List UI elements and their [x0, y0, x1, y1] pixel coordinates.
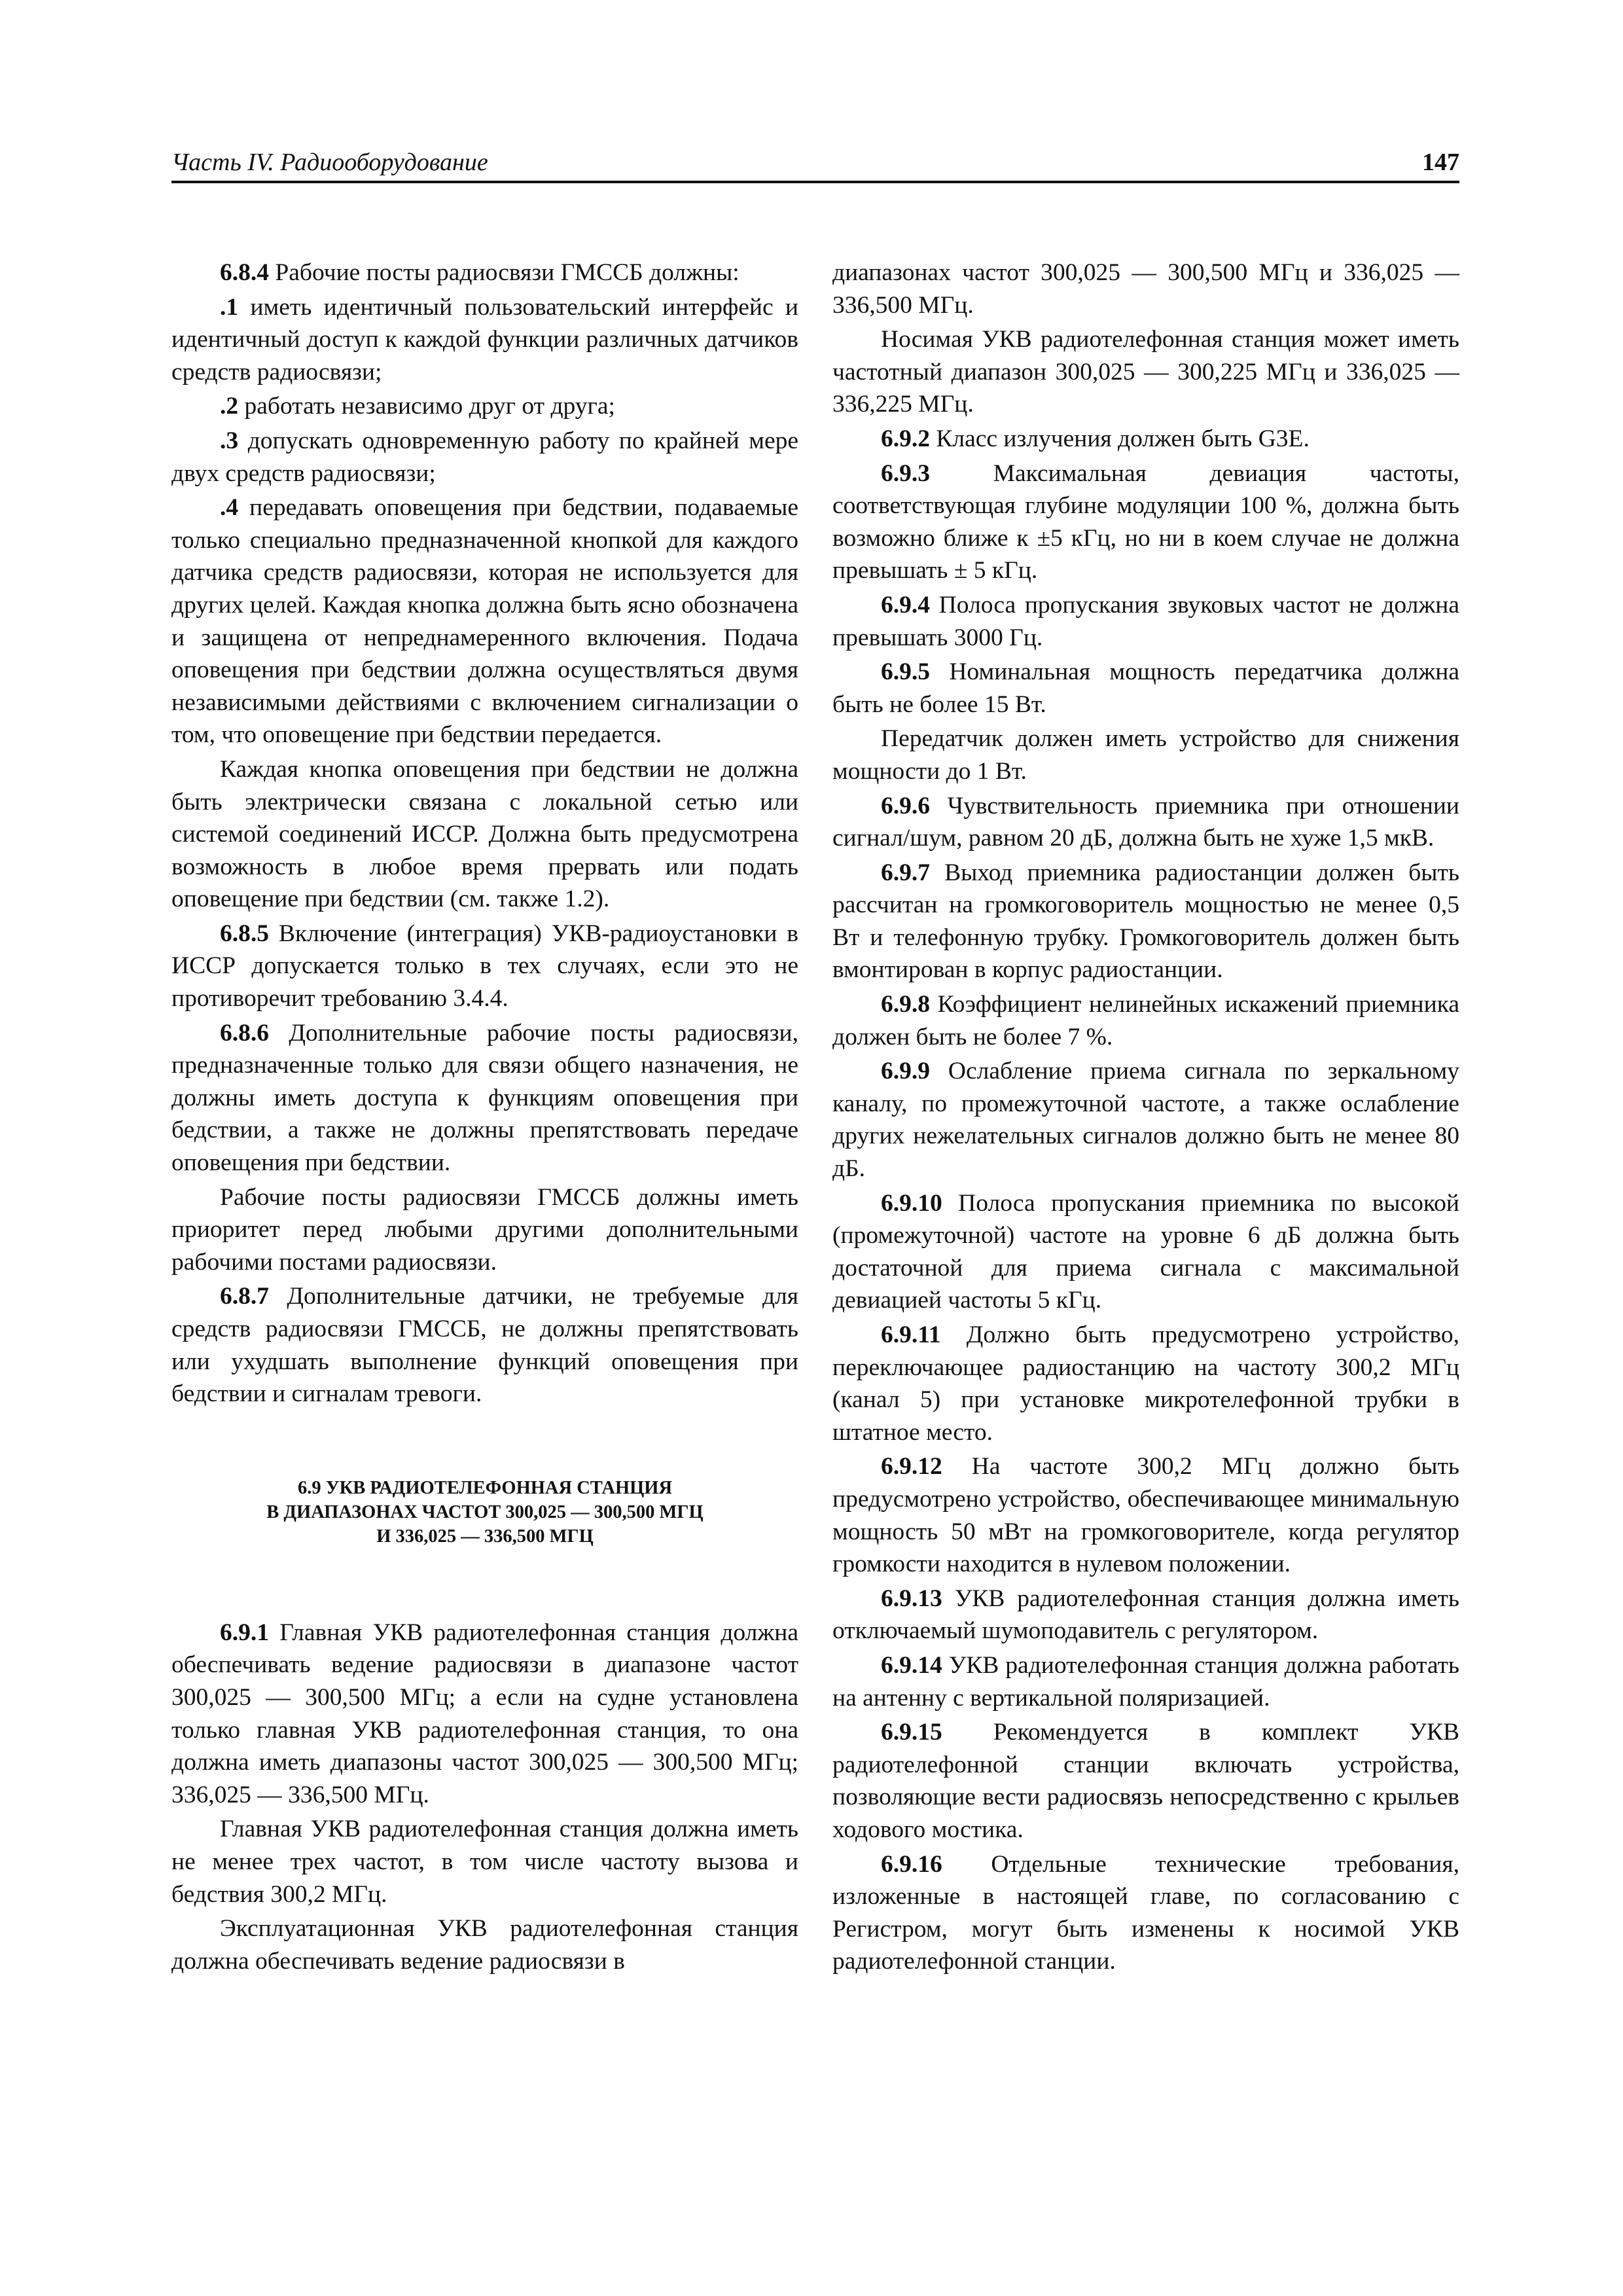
paragraph-6-8-6 [171, 1017, 798, 1179]
paragraph-6-8-5 [171, 918, 798, 1015]
clause-number: 6.8.4 [220, 259, 269, 286]
clause-number: 6.9.6 [881, 792, 930, 819]
paragraph: Главная УКВ радиотелефонная станция должна иметь не менее трех частот, в том числе частоту вызова и бедствия 300,2 МГц. [171, 1816, 798, 1908]
paragraph-text: Отдельные технические требования, изложенные в настоящей главе, по согласованию с Регистром, могут быть изменены к носимой УКВ радиотелефонной станции. [832, 1850, 1459, 1975]
header-title: Часть IV. Радиооборудование [171, 149, 488, 176]
paragraph-text: Должно быть предусмотрено устройство, переключающее радиостанцию на частоту 300,2 МГц (канал 5) при установке микротелефонной трубки в штатное место. [832, 1321, 1459, 1446]
clause-number: 6.9.16 [881, 1850, 942, 1878]
paragraph-text: УКВ радиотелефонная станция должна иметь отключаемый шумоподавитель с регулятором. [832, 1585, 1459, 1645]
running-header [171, 145, 1459, 183]
paragraph-text: Класс излучения должен быть G3E. [930, 425, 1310, 452]
clause-number: 6.9.1 [220, 1619, 269, 1646]
clause-number: 6.8.5 [220, 920, 269, 947]
item-number: .3 [220, 427, 239, 454]
list-item-3 [171, 425, 798, 490]
paragraph-text: УКВ радиотелефонная станция должна работать на антенну с вертикальной поляризацией. [832, 1651, 1459, 1712]
item-number: .2 [220, 393, 239, 420]
page-number: 147 [1422, 149, 1459, 176]
paragraph-6-9-10 [832, 1187, 1459, 1317]
paragraph-6-9-12 [832, 1450, 1459, 1580]
paragraph-text: Полоса пропускания приемника по высокой (промежуточной) частоте на уровне 6 дБ должна быть достаточной для приема сигнала с максимальной девиацией частоты 5 кГц. [832, 1189, 1459, 1314]
paragraph-6-9-7 [832, 857, 1459, 986]
paragraph: Эксплуатационная УКВ радиотелефонная станция должна обеспечивать ведение радиосвязи в [171, 1915, 798, 1975]
paragraph-6-9-2 [832, 423, 1459, 456]
clause-number: 6.9.11 [881, 1321, 941, 1348]
paragraph-text: Коэффициент нелинейных искажений приемника должен быть не более 7 %. [832, 991, 1459, 1050]
paragraph-text: На частоте 300,2 МГц должно быть предусмотрено устройство, обеспечивающее минимальную мощность 50 мВт на громкоговорителе, когда регулятор громкости находится в нулевом положении. [832, 1453, 1459, 1578]
paragraph-text: Главная УКВ радиотелефонная станция должна обеспечивать ведение радиосвязи в диапазоне частот 300,025 — 300,500 МГц; а если на судне установлена только главная УКВ радиотелефонная станция, то она должна иметь диапазоны частот 300,025 — 300,500 МГц; 336,025 — 336,500 МГц. [171, 1619, 798, 1808]
clause-number: 6.9.4 [881, 591, 930, 619]
paragraph: Рабочие посты радиосвязи ГМССБ должны иметь приоритет перед любыми другими дополнительными рабочими постами радиосвязи. [171, 1183, 798, 1276]
paragraph-6-9-3 [832, 457, 1459, 587]
paragraph: Носимая УКВ радиотелефонная станция может иметь частотный диапазон 300,025 — 300,225 МГц и 336,025 — 336,225 МГц. [832, 326, 1459, 418]
list-item-4 [171, 492, 798, 751]
paragraph-6-8-7 [171, 1280, 798, 1410]
paragraph-text: иметь идентичный пользовательский интерфейс и идентичный доступ к каждой функции различных датчиков средств радиосвязи; [171, 293, 798, 386]
paragraph-text: Ослабление приема сигнала по зеркальному каналу, по промежуточной частоте, а также ослабление других нежелательных сигналов должно быть не менее 80 дБ. [832, 1058, 1459, 1183]
paragraph-6-9-6 [832, 790, 1459, 855]
paragraph-6-9-16 [832, 1848, 1459, 1978]
paragraph-6-8-4 [171, 257, 798, 289]
section-heading-line: И 336,025 — 336,500 МГЦ [376, 1526, 594, 1547]
list-item-2 [171, 390, 798, 423]
clause-number: 6.9.14 [881, 1651, 942, 1679]
paragraph-text: Чувствительность приемника при отношении сигнал/шум, равном 20 дБ, должна быть не хуже 1,5 мкВ. [832, 792, 1459, 852]
paragraph-text: работать независимо друг от друга; [238, 393, 615, 420]
section-heading-line: В ДИАПАЗОНАХ ЧАСТОТ 300,025 — 300,500 МГЦ [266, 1501, 704, 1522]
paragraph-text: передавать оповещения при бедствии, подаваемые только специально предназначенной кнопкой для каждого датчика средств радиосвязи, которая не используется для других целей. Каждая кнопка должна быть ясно обозначена и защищена от непреднамеренного включения. Подача оповещения при бедствии должна осуществляться двумя независимыми действиями с включением сигнализации о том, что оповещение при бедствии передается. [171, 494, 798, 749]
clause-number: 6.9.12 [881, 1453, 942, 1480]
section-heading-6-9 [171, 1476, 798, 1549]
clause-number: 6.9.8 [881, 991, 930, 1018]
section-heading-line: 6.9 УКВ РАДИОТЕЛЕФОННАЯ СТАНЦИЯ [297, 1477, 673, 1498]
clause-number: 6.8.6 [220, 1019, 269, 1047]
clause-number: 6.9.5 [881, 658, 930, 686]
paragraph-6-9-11 [832, 1319, 1459, 1448]
paragraph: Каждая кнопка оповещения при бедствии не должна быть электрически связана с локальной сетью или системой соединений ИССР. Должна быть предусмотрена возможность в любое время прервать или подать оповещение при бедствии (см. также 1.2). [171, 755, 798, 913]
paragraph-6-9-9 [832, 1055, 1459, 1185]
paragraph-6-9-5 [832, 656, 1459, 721]
clause-number: 6.9.2 [881, 425, 930, 452]
paragraph-text: Дополнительные рабочие посты радиосвязи, предназначенные только для связи общего назначения, не должны иметь доступа к функциям оповещения при бедствии, а также не должны препятствовать передаче оповещения при бедствии. [171, 1019, 798, 1177]
clause-number: 6.9.9 [881, 1058, 930, 1085]
left-column [171, 257, 798, 1979]
paragraph-text: Дополнительные датчики, не требуемые для средств радиосвязи ГМССБ, не должны препятствовать или ухудшать выполнение функций оповещения при бедствии и сигналам тревоги. [171, 1283, 798, 1408]
paragraph-6-9-1 [171, 1617, 798, 1812]
item-number: .1 [220, 293, 239, 321]
paragraph-text: допускать одновременную работу по крайней мере двух средств радиосвязи; [171, 427, 798, 487]
clause-number: 6.9.10 [881, 1189, 942, 1217]
paragraph-text: Включение (интеграция) УКВ-радиоустановки в ИССР допускается только в тех случаях, если это не противоречит требованию 3.4.4. [171, 920, 798, 1013]
paragraph-text: Полоса пропускания звуковых частот не должна превышать 3000 Гц. [832, 591, 1459, 651]
clause-number: 6.8.7 [220, 1283, 269, 1310]
paragraph-6-9-15 [832, 1716, 1459, 1846]
paragraph-text: Рабочие посты радиосвязи ГМССБ должны: [269, 259, 740, 286]
paragraph-text: Максимальная девиация частоты, соответствующая глубине модуляции 100 %, должна быть возможно ближе к ±5 кГц, но ни в коем случае не должна превышать ± 5 кГц. [832, 459, 1459, 584]
paragraph-6-9-4 [832, 589, 1459, 654]
paragraph-6-9-14 [832, 1649, 1459, 1714]
paragraph-text: Выход приемника радиостанции должен быть рассчитан на громкоговоритель мощностью не менее 0,5 Вт и телефонную трубку. Громкоговоритель должен быть вмонтирован в корпус радиостанции. [832, 859, 1459, 984]
paragraph-6-9-13 [832, 1583, 1459, 1647]
paragraph-text: Рекомендуется в комплект УКВ радиотелефонной станции включать устройства, позволяющие вести радиосвязь непосредственно с крыльев ходового мостика. [832, 1719, 1459, 1843]
clause-number: 6.9.15 [881, 1719, 942, 1746]
clause-number: 6.9.3 [881, 459, 930, 487]
item-number: .4 [220, 494, 239, 522]
paragraph-6-9-8 [832, 988, 1459, 1053]
clause-number: 6.9.13 [881, 1585, 942, 1612]
paragraph-text: Номинальная мощность передатчика должна быть не более 15 Вт. [832, 658, 1459, 718]
right-column [832, 257, 1459, 1980]
list-item-1 [171, 291, 798, 389]
paragraph: Передатчик должен иметь устройство для снижения мощности до 1 Вт. [832, 725, 1459, 785]
paragraph-continuation: диапазонах частот 300,025 — 300,500 МГц и 336,025 — 336,500 МГц. [832, 259, 1459, 319]
clause-number: 6.9.7 [881, 859, 930, 886]
